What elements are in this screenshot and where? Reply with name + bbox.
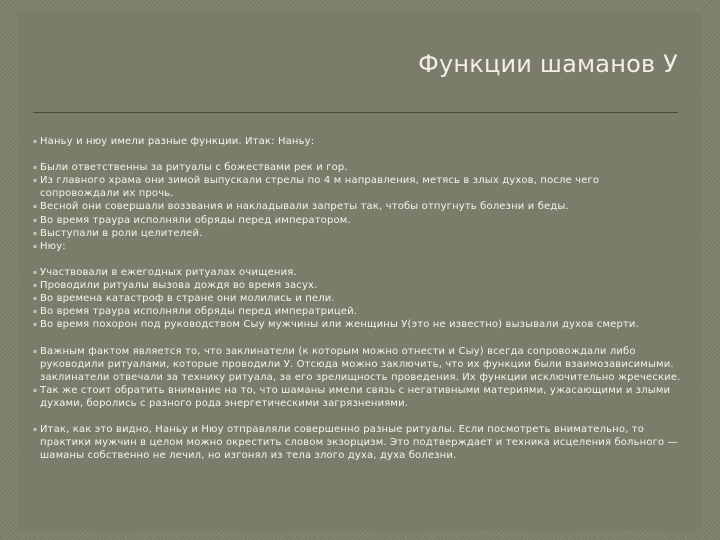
title-divider [33, 112, 678, 113]
paragraph [33, 318, 681, 331]
bullet-icon: ▪ [33, 308, 38, 316]
paragraph-text: Участвовали в ежегодных ритуалах очищения. [40, 266, 297, 278]
paragraph [33, 174, 681, 200]
paragraph-text: Выступали в роли целителей. [40, 227, 203, 239]
paragraph [33, 135, 681, 148]
paragraph-text: Во время траура исполняли обряды перед императрицей. [40, 306, 358, 318]
paragraph-text: Были ответственны за ритуалы с божествами рек и гор. [40, 162, 348, 174]
paragraph [33, 305, 681, 318]
bullet-icon: ▪ [33, 282, 38, 290]
paragraph [33, 292, 681, 305]
bullet-icon: ▪ [33, 216, 38, 224]
paragraph-text: Так же стоит обратить внимание на то, что шаманы имели связь с негативными материями, ужасающими и злыми духами, боролись с разного рода энергетическими загрязнениями. [40, 384, 671, 409]
paragraph [33, 266, 681, 279]
bullet-icon: ▪ [33, 347, 38, 355]
paragraph-text: Нюу: [40, 240, 66, 252]
bullet-icon: ▪ [33, 242, 38, 250]
paragraph-text: Итак, как это видно, Наньу и Нюу отправляли совершенно разные ритуалы. Если посмотреть внимательно, то практики мужчин в целом можно окрестить словом экзорцизм. Это подтверждает и техника исцеления больного — шаманы собственно не лечил, но изгонял из тела злого духа, духа болезни. [40, 424, 678, 462]
paragraph-text: Наньу и нюу имели разные функции. Итак: Наньу: [40, 136, 315, 147]
paragraph-text: Важным фактом является то, что заклинатели (к которым можно отнести и Сыу) всегда сопровождали либо руководили ритуалами, которые проводили У. Отсюда можно заключить, что их функции были взаимозависимыми. заклинатели отвечали за технику ритуала, за его зрелищность проведения. Их функции исключительно жреческие. [40, 345, 681, 383]
paragraph [33, 161, 681, 174]
bullet-icon: ▪ [33, 295, 38, 303]
bullet-icon: ▪ [33, 268, 38, 276]
slide-body [33, 135, 681, 462]
paragraph-text: Из главного храма они зимой выпускали стрелы по 4 м направления, метясь в злых духов, после чего сопровождали их прочь. [40, 175, 600, 200]
bullet-icon: ▪ [33, 426, 38, 434]
slide-title: Функции шаманов У [418, 50, 678, 78]
paragraph [33, 240, 681, 253]
bullet-icon: ▪ [33, 138, 38, 145]
bullet-icon: ▪ [33, 229, 38, 237]
paragraph-text: Во времена катастроф в стране они молились и пели. [40, 293, 335, 305]
bullet-icon: ▪ [33, 203, 38, 211]
paragraph [33, 345, 681, 384]
paragraph [33, 227, 681, 240]
bullet-icon: ▪ [33, 177, 38, 185]
paragraph [33, 423, 681, 462]
paragraph-text: Весной они совершали воззвания и накладывали запреты так, чтобы отпугнуть болезни и беды. [40, 201, 569, 213]
bullet-icon: ▪ [33, 164, 38, 172]
paragraph [33, 214, 681, 227]
bullet-icon: ▪ [33, 321, 38, 329]
paragraph [33, 200, 681, 213]
paragraph-text: Во время похорон под руководством Сыу мужчины или женщины У(это не известно) вызывали духов смерти. [40, 319, 639, 331]
paragraph [33, 279, 681, 292]
bullet-icon: ▪ [33, 386, 38, 394]
paragraph-text: Проводили ритуалы вызова дождя во время засух. [40, 280, 318, 292]
paragraph [33, 384, 681, 410]
paragraph-text: Во время траура исполняли обряды перед императором. [40, 214, 351, 226]
